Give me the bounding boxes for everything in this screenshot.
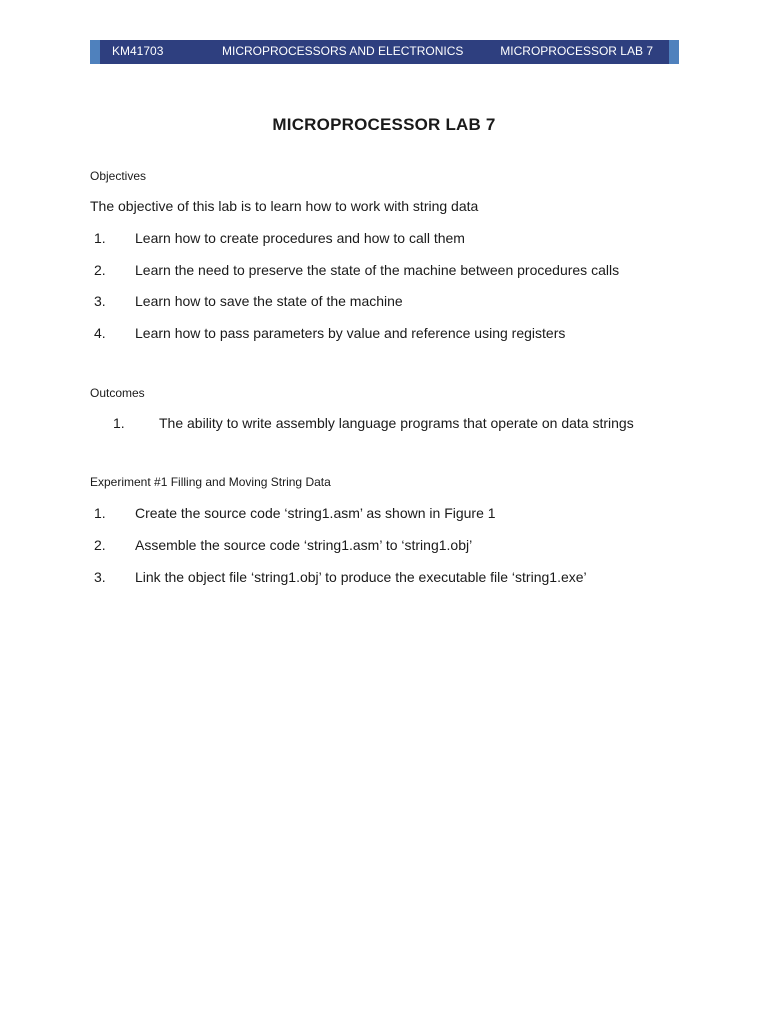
outcomes-heading: Outcomes <box>90 386 145 400</box>
lab-name: MICROPROCESSOR LAB 7 <box>500 44 653 58</box>
page-title: MICROPROCESSOR LAB 7 <box>272 115 496 134</box>
list-number: 2. <box>94 537 106 553</box>
list-text: Link the object file ‘string1.obj’ to produce the executable file ‘string1.exe’ <box>135 569 587 585</box>
objectives-intro: The objective of this lab is to learn how to work with string data <box>90 198 479 214</box>
list-text: Learn the need to preserve the state of the machine between procedures calls <box>135 262 620 278</box>
course-code: KM41703 <box>112 44 164 58</box>
list-text: The ability to write assembly language programs that operate on data strings <box>159 415 634 431</box>
list-number: 3. <box>94 293 106 309</box>
course-name: MICROPROCESSORS AND ELECTRONICS <box>222 44 464 58</box>
list-number: 1. <box>94 230 106 246</box>
list-text: Learn how to pass parameters by value and reference using registers <box>135 325 566 341</box>
page-header <box>90 40 679 64</box>
experiment-heading: Experiment #1 Filling and Moving String Data <box>90 475 331 489</box>
list-text: Learn how to create procedures and how to call them <box>135 230 465 246</box>
list-text: Create the source code ‘string1.asm’ as shown in Figure 1 <box>135 505 496 521</box>
list-number: 1. <box>94 505 106 521</box>
list-number: 3. <box>94 569 106 585</box>
objectives-heading: Objectives <box>90 169 147 183</box>
list-number: 2. <box>94 262 106 278</box>
list-number: 4. <box>94 325 106 341</box>
list-number: 1. <box>113 415 125 431</box>
list-text: Learn how to save the state of the machine <box>135 293 403 309</box>
list-text: Assemble the source code ‘string1.asm’ to ‘string1.obj’ <box>135 537 473 553</box>
